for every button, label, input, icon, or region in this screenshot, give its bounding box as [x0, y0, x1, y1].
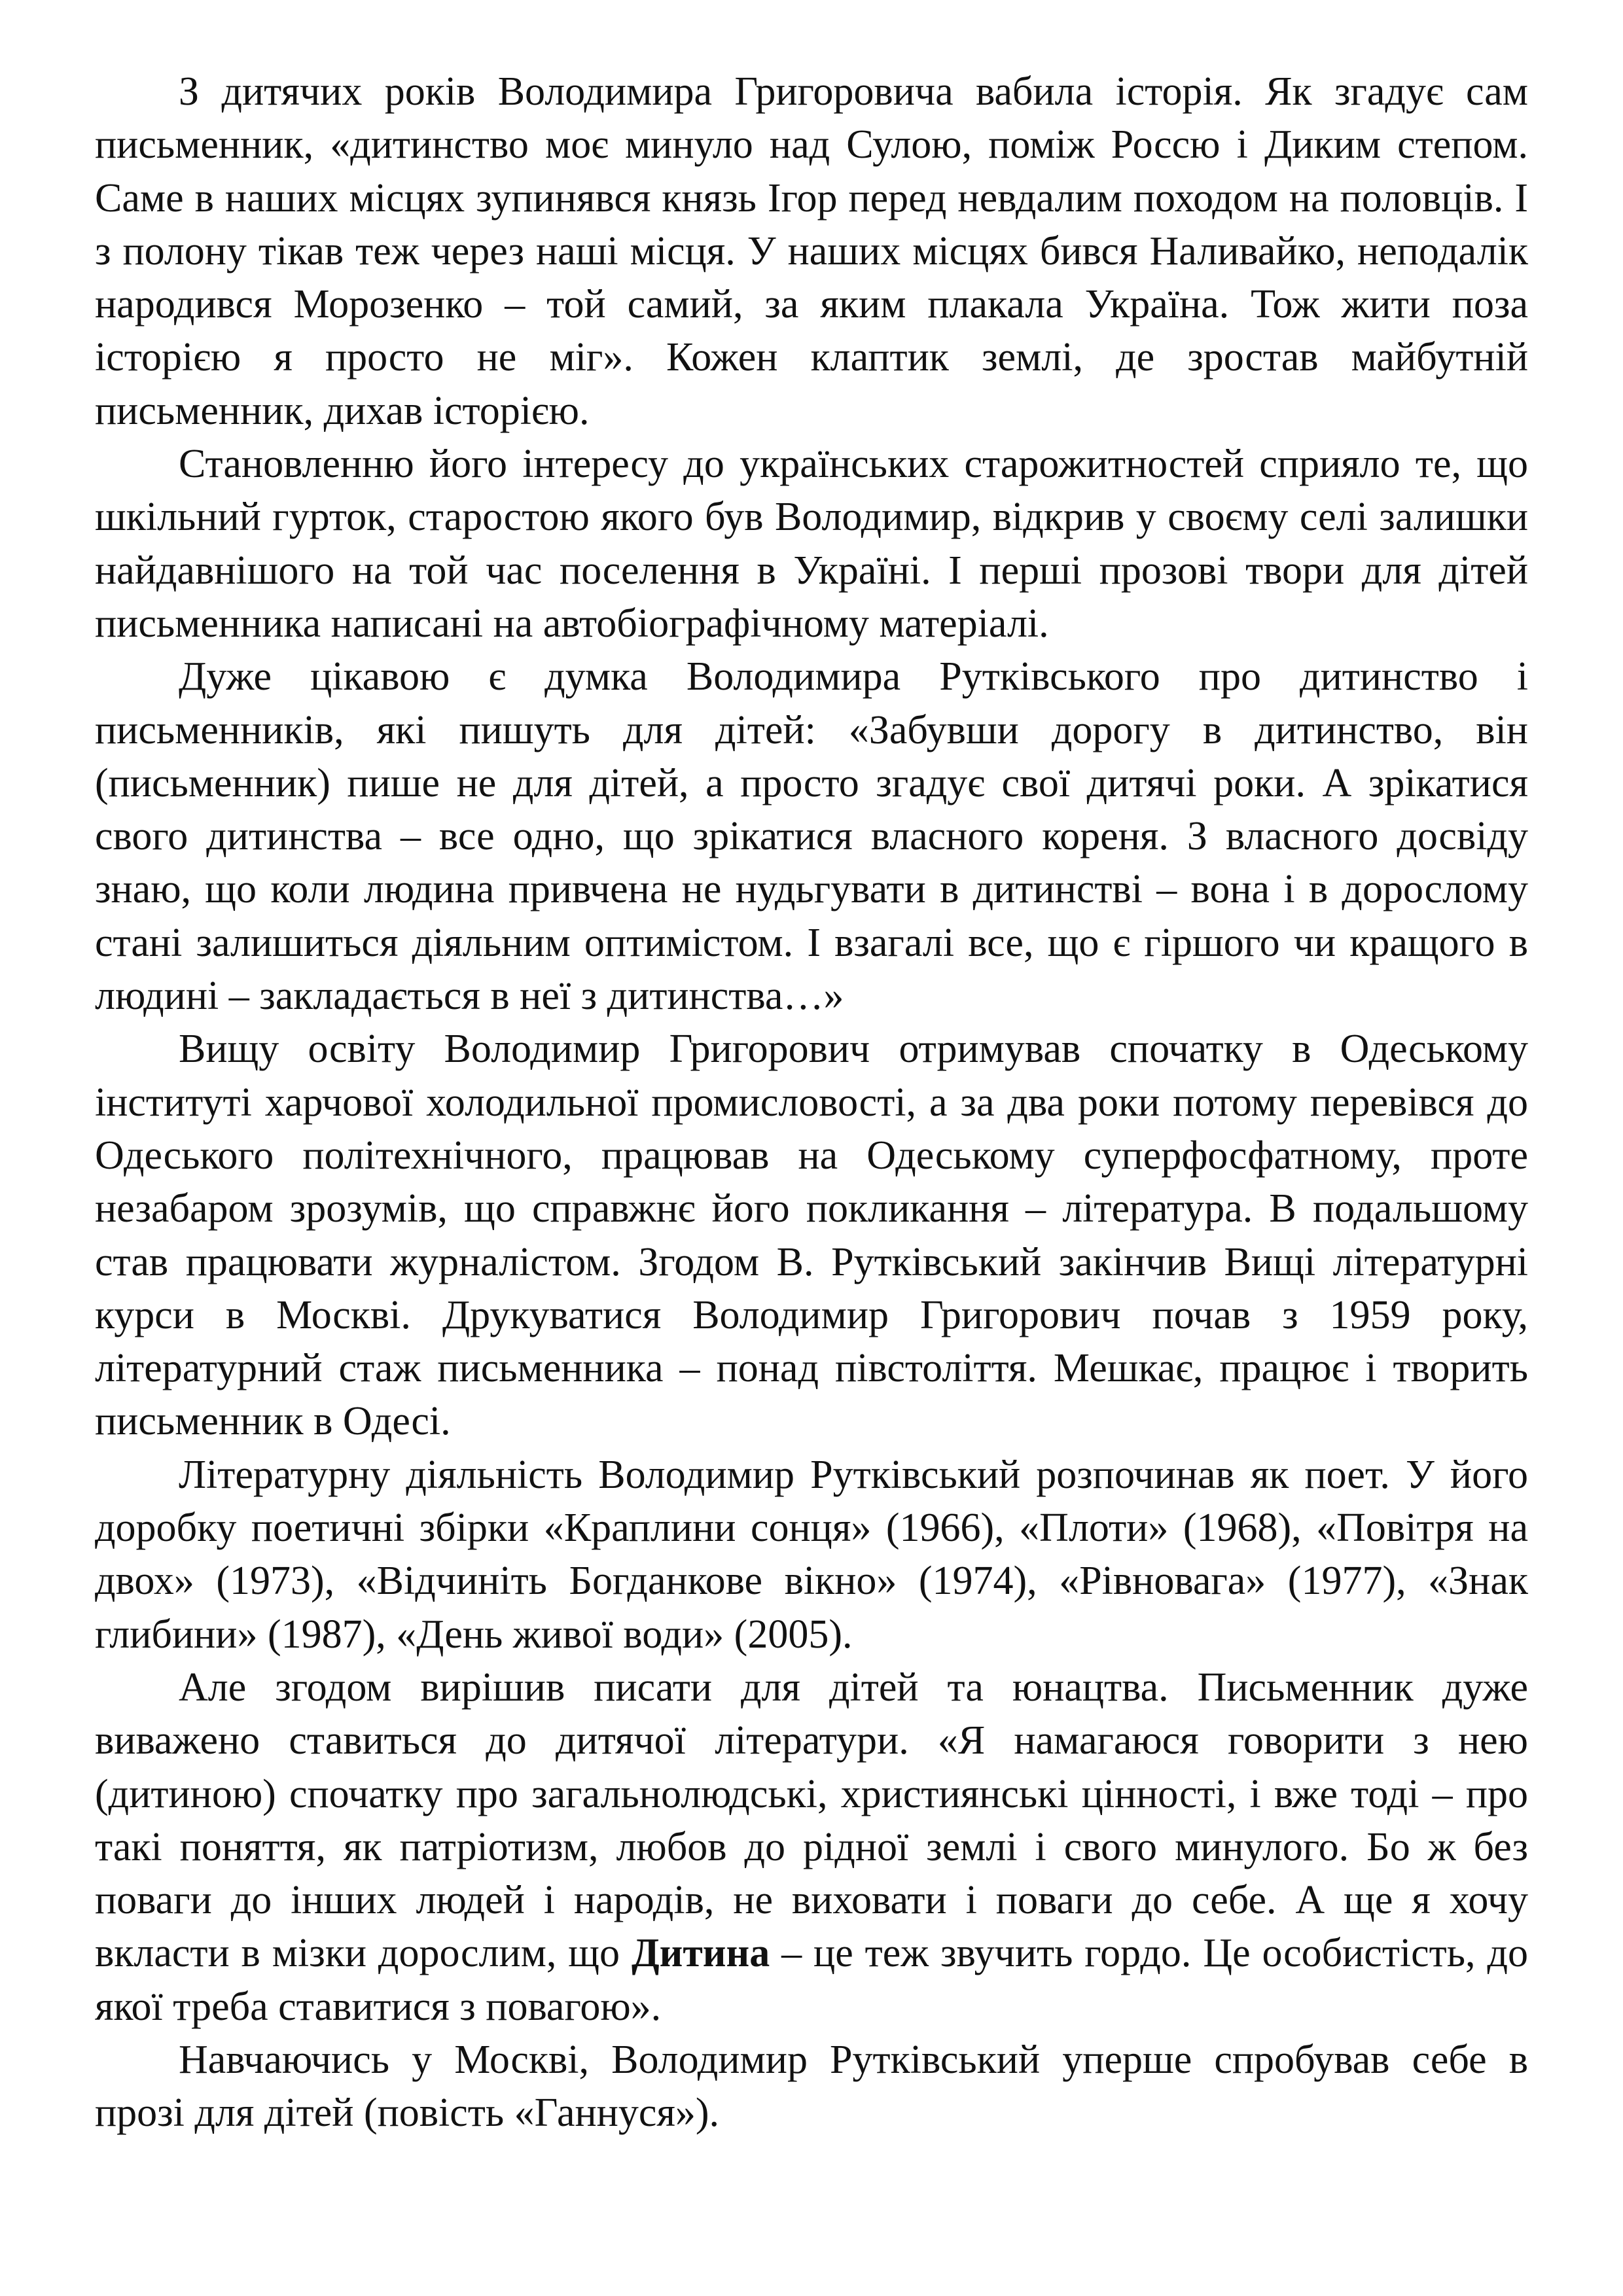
paragraph-moscow-prose: Навчаючись у Москві, Володимир Рутківський уперше спробував себе в прозі для дітей (повість «Ганнуся»).	[95, 2037, 1528, 2136]
bold-word-dytyna: Дитина	[631, 1931, 770, 1976]
paragraph-thoughts-on-childhood: Дуже цікавою є думка Володимира Рутківського про дитинство і письменників, які пишуть для дітей: «Забувши дорогу в дитинство, він (письменник) пише не для дітей, а просто згадує свої дитячі роки. А зрікатися свого дитинства – все одно, що зрікатися власного кореня. З власного досвіду знаю, що коли людина привчена не нудьгувати в дитинстві – вона і в дорослому стані залишиться діяльним оптимістом. І взагалі все, що є гіршого чи кращого в людині – закладається в неї з дитинства…»	[95, 654, 1528, 1019]
paragraph-text-before-bold: Але згодом вирішив писати для дітей та юнацтва. Письменник дуже виважено ставиться до дитячої літератури. «Я намагаюся говорити з нею (дитиною) спочатку про загальнолюдські, християнські цінності, і вже тоді – про такі поняття, як патріотизм, любов до рідної землі і свого минулого. Бо ж без поваги до інших людей і народів, не виховати і поваги до себе. А ще я хочу вкласти в мізки дорослим, що	[95, 1665, 1528, 1976]
paragraph-childhood-history: З дитячих років Володимира Григоровича вабила історія. Як згадує сам письменник, «дитинство моє минуло над Сулою, поміж Россю і Диким степом. Саме в наших місцях зупинявся князь Ігор перед невдалим походом на половців. І з полону тікав теж через наші місця. У наших місцях бився Наливайко, неподалік народився Морозенко – той самий, за яким плакала Україна. Тож жити поза історією я просто не міг». Кожен клаптик землі, де зростав майбутній письменник, дихав історією.	[95, 69, 1528, 433]
paragraph-education: Вищу освіту Володимир Григорович отримував спочатку в Одеському інституті харчової холодильної промисловості, а за два роки потому перевівся до Одеського політехнічного, працював на Одеському суперфосфатному, проте незабаром зрозумів, що справжнє його покликання – література. В подальшому став працювати журналістом. Згодом В. Рутківський закінчив Вищі літературні курси в Москві. Друкуватися Володимир Григорович почав з 1959 року, літературний стаж письменника – понад півстоліття. Мешкає, працює і творить письменник в Одесі.	[95, 1027, 1528, 1444]
paragraph-school-circle: Становленню його інтересу до українських старожитностей сприяло те, що шкільний гурток, старостою якого був Володимир, відкрив у своєму селі залишки найдавнішого на той час поселення в Україні. І перші прозові твори для дітей письменника написані на автобіографічному матеріалі.	[95, 442, 1528, 646]
paragraph-text-after-bold: – це теж звучить гордо. Це особистість, до якої треба ставитися з повагою».	[95, 1931, 1528, 2029]
paragraph-writing-for-children	[95, 1661, 1528, 2034]
body-text	[95, 65, 1528, 2140]
paragraph-poetry: Літературну діяльність Володимир Рутківський розпочинав як поет. У його доробку поетичні збірки «Краплини сонця» (1966), «Плоти» (1968), «Повітря на двох» (1973), «Відчиніть Богданкове вікно» (1974), «Рівновага» (1977), «Знак глибини» (1987), «День живої води» (2005).	[95, 1452, 1528, 1657]
